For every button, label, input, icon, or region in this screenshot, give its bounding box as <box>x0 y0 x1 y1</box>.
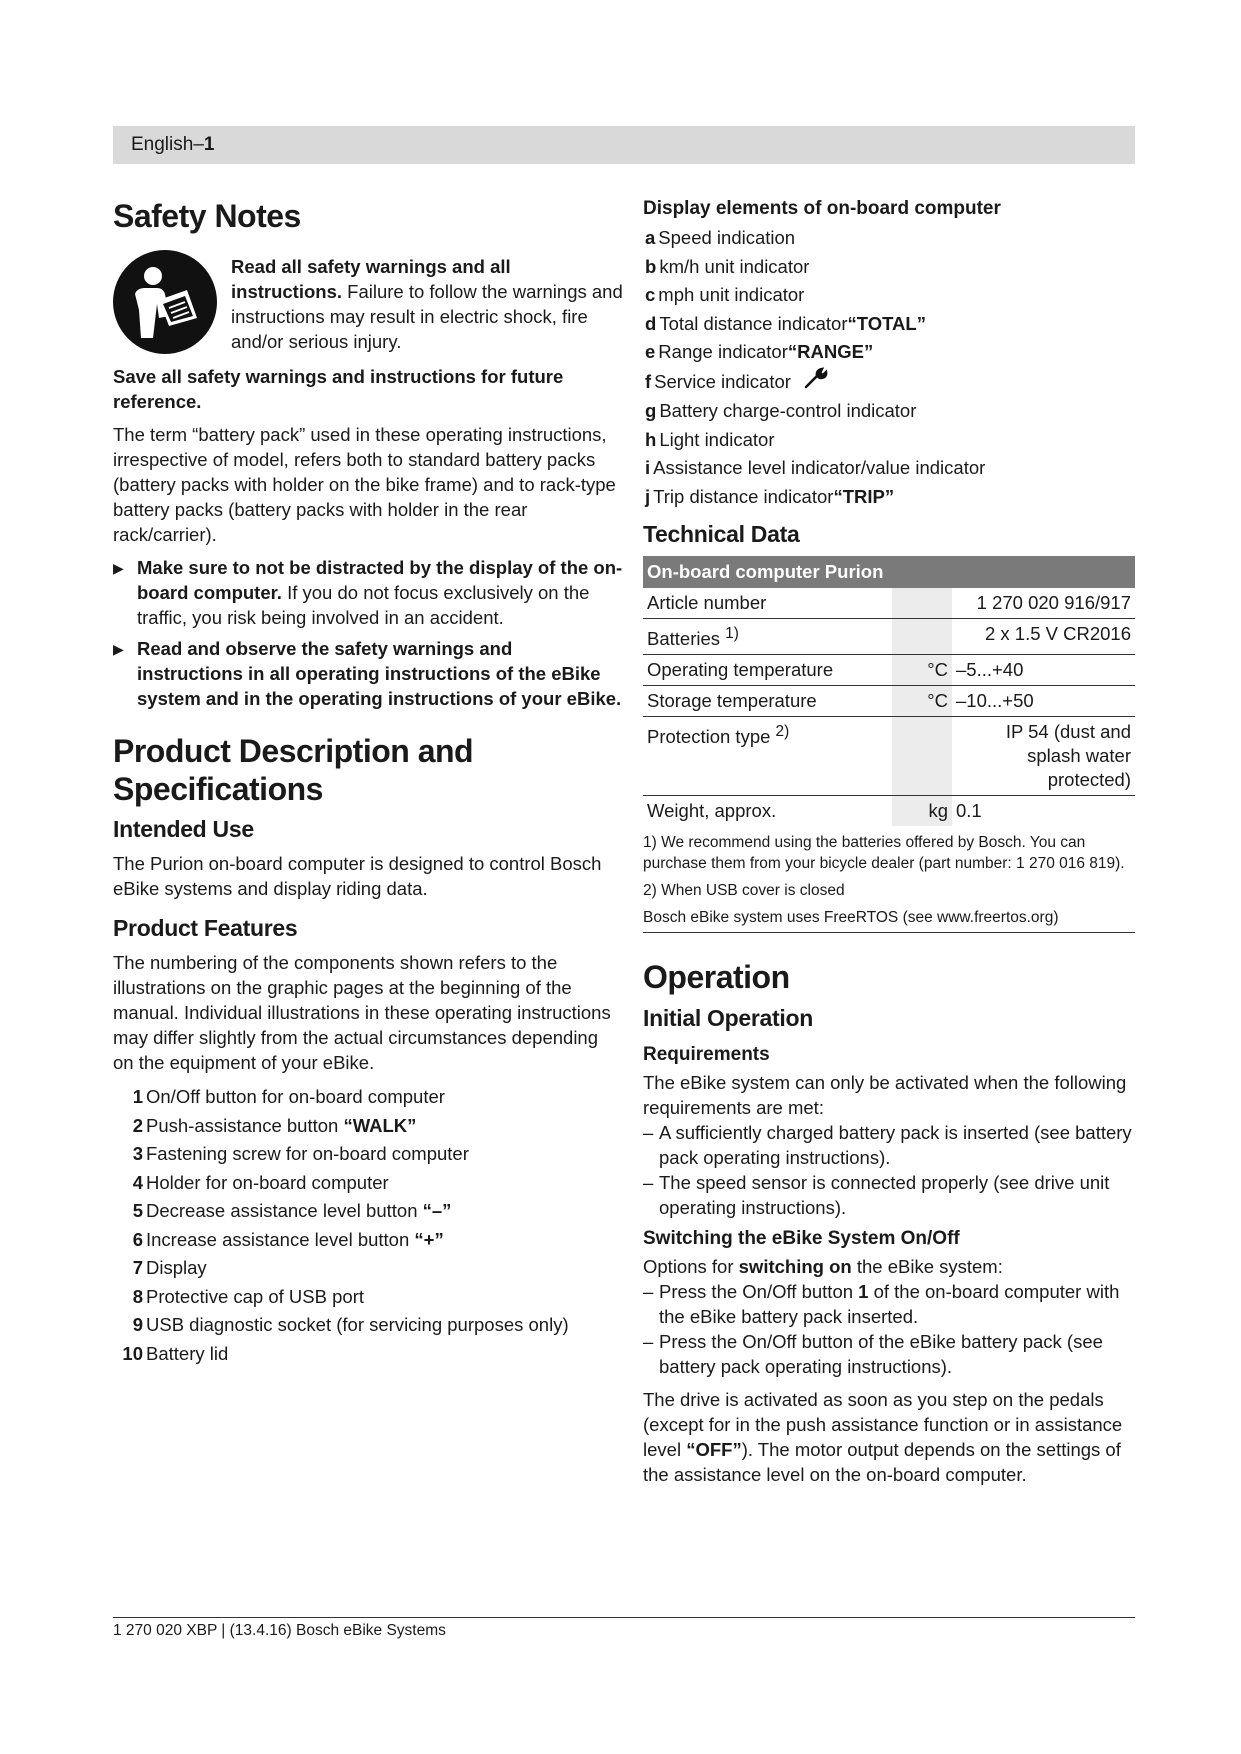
dash-mark: – <box>643 1280 654 1302</box>
safety-title: Safety Notes <box>113 198 301 234</box>
item-letter: a <box>645 227 656 248</box>
safety-warning-block <box>113 244 623 354</box>
dash-mark: – <box>643 1121 654 1143</box>
list-item <box>643 426 1135 455</box>
list-item <box>113 1112 623 1141</box>
list-item <box>643 397 1135 426</box>
item-letter: f <box>645 370 652 392</box>
dash-mark: – <box>643 1171 654 1193</box>
item-number: 9 <box>132 1314 143 1336</box>
item-letter: h <box>645 428 657 450</box>
item-letter: c <box>645 284 656 305</box>
item-bold: “TOTAL” <box>847 312 926 334</box>
list-item <box>643 281 1135 310</box>
row-unit <box>892 717 952 796</box>
requirement-text: The speed sensor is connected properly (see drive unit operating instructions). <box>659 1171 1110 1218</box>
footnote-ref: 1) <box>725 625 739 642</box>
safety-bullet <box>113 555 623 630</box>
label-text: Batteries <box>647 628 726 650</box>
label-text: Weight, approx. <box>647 800 777 822</box>
item-letter: d <box>645 312 657 334</box>
components-list <box>113 1083 623 1368</box>
requirements-text: The eBike system can only be activated when the following requirements are met: <box>643 1071 1127 1118</box>
footer-rule <box>113 1617 1135 1618</box>
footnote-1: 1) We recommend using the batteries offered by Bosch. You can purchase them from your bicycle dealer (part number: 1 270 016 819). <box>643 834 1125 873</box>
drive-paragraph <box>643 1387 1135 1487</box>
item-bold: “–” <box>422 1200 452 1222</box>
item-number: 6 <box>132 1228 143 1250</box>
row-value: 1 270 020 916/917 <box>952 588 1135 619</box>
table-row <box>643 686 1135 717</box>
list-item <box>113 1226 623 1255</box>
row-value: –5...+40 <box>952 655 1135 686</box>
technical-data-table <box>643 556 1135 826</box>
table-row <box>643 619 1135 655</box>
list-item <box>113 1083 623 1112</box>
drive-c: ). The motor output depends on the settings of the assistance level on the on-board computer. <box>643 1438 1121 1485</box>
item-text: USB diagnostic socket (for servicing purposes only) <box>146 1314 569 1336</box>
features-title: Product Features <box>113 915 298 942</box>
intro-c: the eBike system: <box>851 1255 1003 1277</box>
item-text: Battery charge-control indicator <box>659 400 917 421</box>
item-text: Total distance indicator <box>659 312 848 334</box>
warning-rest: Failure to follow the warnings and instructions may result in electric shock, fire and/or serious injury. <box>231 280 623 352</box>
intro-b: switching on <box>738 1255 852 1277</box>
item-number: 2 <box>132 1114 143 1136</box>
row-label <box>643 686 892 717</box>
row-label <box>643 717 892 796</box>
list-item <box>113 1254 623 1283</box>
switching-item <box>643 1329 1135 1379</box>
table-header: On-board computer Purion <box>643 556 1135 588</box>
warning-bold: Read all safety warnings and all instructions. <box>231 255 511 302</box>
page-header <box>131 134 214 156</box>
table-row <box>643 588 1135 619</box>
item-number: 8 <box>132 1285 143 1307</box>
switching-title: Switching the eBike System On/Off <box>643 1227 960 1249</box>
bullet-triangle-icon: ▶ <box>113 559 124 576</box>
list-item <box>113 1283 623 1312</box>
item-text: Assistance level indicator/value indicator <box>653 457 986 478</box>
row-label <box>643 619 892 655</box>
list-item <box>643 338 1135 367</box>
row-value: IP 54 (dust and splash water protected) <box>952 717 1135 796</box>
header-sep: – <box>193 134 204 155</box>
page-footer: 1 270 020 XBP | (13.4.16) Bosch eBike Systems <box>113 1622 446 1639</box>
item-letter: j <box>645 485 651 507</box>
label-text: Operating temperature <box>647 659 834 681</box>
read-manual-icon <box>113 250 217 354</box>
footnote-ref: 2) <box>775 723 790 741</box>
row-value: 2 x 1.5 V CR2016 <box>952 619 1135 655</box>
safety-warning-text <box>231 244 623 354</box>
dash-mark: – <box>643 1330 654 1352</box>
row-label <box>643 588 892 619</box>
item-number: 3 <box>132 1143 143 1165</box>
initial-operation-title: Initial Operation <box>643 1004 813 1031</box>
list-item <box>113 1311 623 1340</box>
wrench-icon <box>803 367 829 398</box>
save-instructions-note: Save all safety warnings and instructions for future reference. <box>113 365 564 412</box>
footnote-2: 2) When USB cover is closed <box>643 882 845 900</box>
battery-term-paragraph: The term “battery pack” used in these operating instructions, irrespective of model, refers both to standard battery packs (battery packs with holder on the bike frame) and to rack-type battery packs (battery packs with holder in the rear rack/carrier). <box>113 423 616 545</box>
item-text: Service indicator <box>654 370 791 392</box>
requirement-item <box>643 1170 1135 1220</box>
label-text: Storage temperature <box>647 690 817 712</box>
item-text: Decrease assistance level button <box>146 1200 423 1222</box>
item-bold: “RANGE” <box>787 341 874 362</box>
header-page-number: 1 <box>203 134 215 155</box>
item-letter: e <box>645 341 656 362</box>
list-item <box>113 1140 623 1169</box>
item-bold: “TRIP” <box>833 485 895 507</box>
features-text: The numbering of the components shown refers to the illustrations on the graphic pages at the beginning of the manual. Individual illustrations in these operating instructions may differ slightly from the actual circumstances depending on the equipment of your eBike. <box>113 952 611 1074</box>
item-text: Fastening screw for on-board computer <box>146 1143 469 1165</box>
item-a: Press the On/Off button <box>659 1280 859 1302</box>
requirement-item <box>643 1120 1135 1170</box>
page-header-bar <box>113 126 1135 164</box>
item-letter: i <box>645 457 651 478</box>
list-item <box>113 1340 623 1369</box>
item-text: Speed indication <box>658 227 796 248</box>
item-c: of the on-board computer with the eBike battery pack inserted. <box>659 1280 1120 1327</box>
bullet-triangle-icon: ▶ <box>113 640 124 657</box>
item-number: 5 <box>132 1200 143 1222</box>
item-text: km/h unit indicator <box>659 255 810 277</box>
item-b: 1 <box>858 1280 869 1302</box>
table-row <box>643 796 1135 827</box>
row-unit: kg <box>892 796 952 827</box>
left-column <box>113 198 623 1368</box>
technical-data-title: Technical Data <box>643 521 800 547</box>
list-item <box>643 253 1135 282</box>
row-label <box>643 655 892 686</box>
right-column <box>643 198 1135 1495</box>
row-unit <box>892 619 952 655</box>
row-unit: °C <box>892 686 952 717</box>
product-title: Product Description and Specifications <box>113 732 474 807</box>
bullet-rest: If you do not focus exclusively on the traffic, you risk being involved in an accident. <box>137 581 590 628</box>
footnote-3: Bosch eBike system uses FreeRTOS (see www.freertos.org) <box>643 907 1135 933</box>
drive-a: The drive is activated as soon as you step on the pedals (except for in the push assistance function or in assistance level <box>643 1388 1123 1460</box>
list-item <box>643 310 1135 339</box>
table-row <box>643 655 1135 686</box>
display-elements-title: Display elements of on-board computer <box>643 198 1001 219</box>
requirements-title: Requirements <box>643 1043 770 1065</box>
list-item <box>643 367 1135 398</box>
item-text: Light indicator <box>659 428 775 450</box>
drive-b: “OFF” <box>686 1438 742 1460</box>
table-row <box>643 717 1135 796</box>
item-bold: “WALK” <box>343 1114 417 1136</box>
item-text: Battery lid <box>146 1342 229 1364</box>
row-unit: °C <box>892 655 952 686</box>
safety-bullet <box>113 636 623 711</box>
bullet-bold: Read and observe the safety warnings and instructions in all operating instructions of the eBike system and in the operating instructions of your eBike. <box>137 637 622 709</box>
list-item <box>643 483 1135 512</box>
label-text: Protection type <box>647 726 776 748</box>
item-text: mph unit indicator <box>658 284 805 305</box>
list-item <box>113 1169 623 1198</box>
item-text: Trip distance indicator <box>653 485 834 507</box>
item-number: 10 <box>122 1342 143 1364</box>
item-letter: g <box>645 400 657 421</box>
operation-title: Operation <box>643 959 790 996</box>
item-number: 1 <box>132 1086 143 1108</box>
row-unit <box>892 588 952 619</box>
row-value: 0.1 <box>956 800 982 822</box>
item-text: Range indicator <box>658 341 788 362</box>
list-item <box>643 224 1135 253</box>
intended-use-title: Intended Use <box>113 816 254 843</box>
header-lang: English <box>131 134 194 155</box>
list-item <box>643 454 1135 483</box>
item-number: 4 <box>132 1171 143 1193</box>
item-number: 7 <box>132 1257 143 1279</box>
intro-a: Options for <box>643 1255 739 1277</box>
requirement-text: A sufficiently charged battery pack is inserted (see battery pack operating instructions). <box>659 1121 1132 1168</box>
row-label <box>643 796 892 827</box>
item-text: Press the On/Off button of the eBike battery pack (see battery pack operating instructions). <box>659 1330 1103 1377</box>
item-text: Push-assistance button <box>146 1114 344 1136</box>
switching-intro <box>643 1254 1135 1279</box>
item-bold: “+” <box>414 1228 444 1250</box>
item-text: Holder for on-board computer <box>146 1171 389 1193</box>
intended-use-text: The Purion on-board computer is designed to control Bosch eBike systems and display riding data. <box>113 853 602 900</box>
bullet-bold: Make sure to not be distracted by the display of the on-board computer. <box>137 556 623 603</box>
label-text: Article number <box>647 592 767 613</box>
item-text: Protective cap of USB port <box>146 1285 364 1307</box>
switching-item <box>643 1279 1135 1329</box>
item-text: Display <box>146 1257 207 1279</box>
item-text: Increase assistance level button <box>146 1228 415 1250</box>
list-item <box>113 1197 623 1226</box>
item-letter: b <box>645 255 657 277</box>
display-elements-list <box>643 224 1135 511</box>
row-value: –10...+50 <box>952 686 1135 717</box>
item-text: On/Off button for on-board computer <box>146 1086 445 1108</box>
